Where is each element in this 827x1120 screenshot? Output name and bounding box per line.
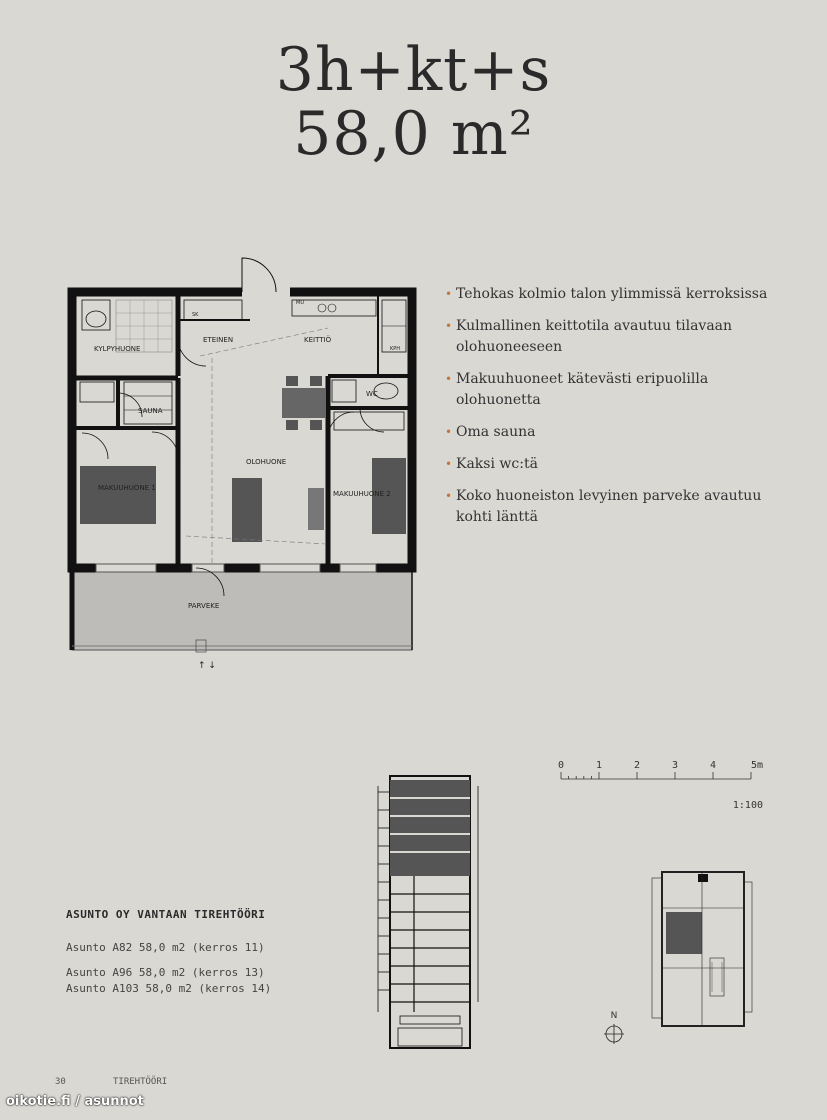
page-number: 30: [55, 1077, 66, 1087]
apartment-area-title: 58,0 m²: [293, 99, 534, 169]
room-label-olohuone: OLOHUONE: [246, 458, 287, 466]
sofa: [232, 478, 262, 542]
feature-item: • Oma sauna: [445, 422, 795, 443]
room-label-parveke: PARVEKE: [188, 602, 220, 610]
scale-tick-label: 4: [709, 760, 717, 771]
label-sk: SK: [192, 312, 199, 318]
room-label-eteinen: ETEINEN: [203, 336, 234, 344]
apartment-type-title: 3h+kt+s: [275, 35, 552, 105]
unit-item: Asunto A103 58,0 m2 (kerros 14): [66, 982, 272, 995]
room-label-makuuhuone-2: MAKUUHUONE 2: [333, 490, 391, 498]
floor-plan: [60, 248, 430, 678]
scale-tick-label: 2: [633, 760, 641, 771]
feature-item: • Koko huoneiston levyinen parveke avautuu kohti länttä: [445, 486, 795, 528]
room-label-makuuhuone-1: MAKUUHUONE 1: [98, 484, 156, 492]
scale-bar: [555, 752, 770, 812]
bed-1: [80, 466, 156, 524]
unit-item: Asunto A82 58,0 m2 (kerros 11): [66, 941, 265, 954]
balcony-area: [72, 568, 412, 650]
housing-company-name: ASUNTO OY VANTAAN TIREHTÖÖRI: [66, 908, 266, 921]
scale-tick-label: 3: [671, 760, 679, 771]
entrance-arrows: ↑ ↓: [198, 661, 216, 671]
label-kph: KPH: [390, 346, 401, 352]
apartment-location-highlight: [666, 912, 702, 954]
room-label-sauna: SAUNA: [138, 407, 163, 415]
feature-item: • Makuuhuoneet kätevästi eripuolilla olohuonetta: [445, 369, 795, 411]
building-elevation: [370, 772, 490, 1054]
compass-north-label: N: [610, 1011, 618, 1021]
room-label-keittio: KEITTIÖ: [304, 336, 332, 344]
room-label-wc: WC: [366, 390, 378, 398]
label-mu: MU: [296, 300, 304, 306]
feature-item: • Kaksi wc:tä: [445, 454, 795, 475]
unit-item: Asunto A96 58,0 m2 (kerros 13): [66, 966, 265, 979]
scale-tick-label: 5m: [750, 760, 764, 771]
site-plan: [600, 858, 760, 1048]
scale-ratio: 1:100: [732, 800, 763, 811]
room-label-kylpyhuone: KYLPYHUONE: [94, 345, 141, 353]
feature-list: [445, 284, 795, 539]
scale-tick-label: 0: [557, 760, 565, 771]
watermark: oikotie.fi / asunnot: [6, 1094, 144, 1109]
dining-table: [282, 388, 326, 418]
unit-list: [66, 940, 271, 997]
feature-item: • Tehokas kolmio talon ylimmissä kerroksissa: [445, 284, 795, 305]
scale-tick-label: 1: [595, 760, 603, 771]
footer-section-name: TIREHTÖÖRI: [113, 1077, 168, 1087]
feature-item: • Kulmallinen keittotila avautuu tilavaan olohuoneeseen: [445, 316, 795, 358]
